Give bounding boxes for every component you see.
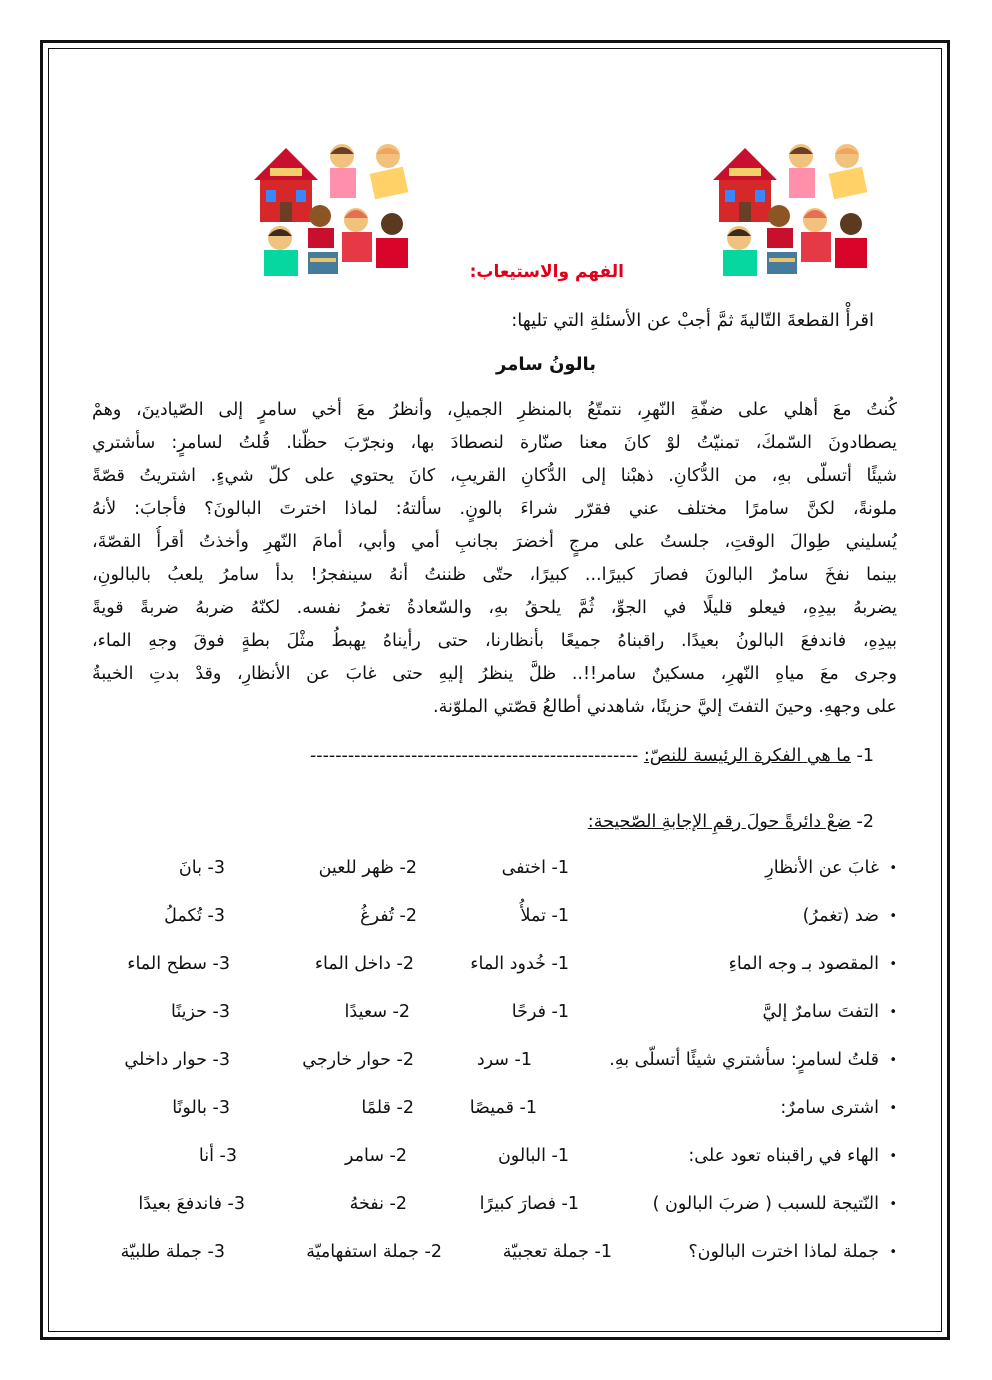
item-stem: التفتَ سامرٌ إليَّ [762,1002,879,1022]
instructions: اقرأْ القطعةَ التّاليةَ ثمَّ أجبْ عن الأسئلةِ التي تليها: [511,310,874,331]
story-line: شيئًا أتسلّى بهِ، من الدُّكانِ. ذهبْنا إلى الدُّكانِ القريبِ، كانَ يحتوي على كلّ شيءٍ. اشتريتُ قصّةً [92,466,897,486]
multiple-choice-list [92,850,897,1282]
option-2[interactable]: 2- قلمًا [361,1098,414,1118]
story-title: بالونُ سامر [496,354,596,375]
item-stem: النّتيجة للسبب ( ضربَ البالون ) [652,1194,879,1214]
section-title: الفهم والاستيعاب: [469,262,624,282]
question-1-answer-blank[interactable]: ---------------------------------------------------- [309,746,639,766]
question-1-label: ما هي الفكرة الرئيسة للنصّ: [643,746,851,766]
option-3[interactable]: 3- أنا [198,1146,237,1166]
option-2[interactable]: 2- داخل الماء [314,954,414,974]
bullet-icon: • [889,861,897,876]
option-3[interactable]: 3- حزينًا [171,1002,230,1022]
story-line: وجرى معَ مياهِ النّهرِ، مسكينٌ سامر!!.. ظلَّ ينظرُ إليهِ حتى غابَ عن الأنظارِ، وقدْ بدتِ الخيبةُ [92,664,897,684]
question-2-number: 2- [856,812,874,832]
bullet-icon: • [889,1245,897,1260]
item-stem: جملة لماذا اخترت البالون؟ [688,1242,879,1262]
list-item [92,898,897,946]
option-3[interactable]: 3- بانَ [178,858,225,878]
option-1[interactable]: 1- تملأُ [520,906,569,926]
bullet-icon: • [889,1197,897,1212]
library-kids-clipart-right [709,140,871,280]
list-item [92,1138,897,1186]
list-item [92,1234,897,1282]
option-3[interactable]: 3- بالونًا [172,1098,230,1118]
bullet-icon: • [889,1053,897,1068]
item-stem: ضد (تغمرُ) [802,906,879,926]
story-line: كُنتُ معَ أهلي على ضفّةِ النّهرِ، نتمتّعُ بالمنظرِ الجميلِ، وأنظرُ معَ أخي سامرٍ إلى الصّيادينَ، وهمْ [92,400,897,420]
list-item [92,1090,897,1138]
option-1[interactable]: 1- سرد [476,1050,532,1070]
list-item [92,1186,897,1234]
list-item [92,946,897,994]
item-stem: غابَ عن الأنظارِ [765,858,879,878]
question-2-label: ضعْ دائرةً حولَ رقمِ الإجابةِ الصّحيحة: [587,812,851,832]
bullet-icon: • [889,957,897,972]
question-1-number: 1- [856,746,874,766]
story-line: بيدِهِ، فاندفعَ البالونُ بعيدًا. راقبناهُ جميعًا بأنظارنا، حتى رأيناهُ يهبطُ مثْلَ بطةٍ فوقَ وجهِ الماء، [92,631,897,651]
option-2[interactable]: 2- سعيدًا [344,1002,410,1022]
library-kids-clipart-left [250,140,412,280]
option-2[interactable]: 2- جملة استفهاميّة [306,1242,442,1262]
bullet-icon: • [889,909,897,924]
list-item [92,994,897,1042]
bullet-icon: • [889,1101,897,1116]
option-3[interactable]: 3- فاندفعَ بعيدًا [138,1194,245,1214]
option-1[interactable]: 1- فصارَ كبيرًا [479,1194,579,1214]
story-line: على وجههِ. وحينَ التفتَ إليَّ حزينًا، شاهدني أطالعُ قصّتي الملوّنة. [433,697,897,717]
option-2[interactable]: 2- حوار خارجي [302,1050,414,1070]
option-2[interactable]: 2- ظهر للعين [318,858,417,878]
option-1[interactable]: 1- البالون [497,1146,569,1166]
bullet-icon: • [889,1149,897,1164]
option-1[interactable]: 1- فرحًا [511,1002,569,1022]
option-1[interactable]: 1- قميصًا [469,1098,537,1118]
story-passage [92,394,897,724]
option-3[interactable]: 3- حوار داخلي [124,1050,230,1070]
option-1[interactable]: 1- خُدود الماء [470,954,569,974]
option-1[interactable]: 1- جملة تعجبيّة [502,1242,612,1262]
option-3[interactable]: 3- سطح الماء [127,954,230,974]
item-stem: اشترى سامرٌ: [780,1098,879,1118]
bullet-icon: • [889,1005,897,1020]
item-stem: المقصود بـ وجه الماءِ [728,954,879,974]
list-item [92,850,897,898]
option-2[interactable]: 2- سامر [344,1146,407,1166]
story-line: يُسليني طِوالَ الوقتِ، جلستُ على مرجٍ أخضرَ بجانبِ أمي وأبي، أمامَ النّهرِ وأخذتُ أقرأُ القصّةَ، [92,532,897,552]
story-line: يضربهُ بيدِهِ، فيعلو قليلًا في الجوِّ، ثُمَّ يلحقُ بهِ، والسّعادةُ تغمرُ نفسه. لكنّهُ ضربهُ ضربةً قويةً [92,598,897,618]
item-stem: قلتُ لسامرٍ: سأشتري شيئًا أتسلّى بهِ. [609,1050,879,1070]
option-2[interactable]: 2- تُفرغُ [360,906,417,926]
option-3[interactable]: 3- تُكملُ [164,906,225,926]
item-stem: الهاء في راقبناه تعود على: [688,1146,879,1166]
list-item [92,1042,897,1090]
option-2[interactable]: 2- نفخهُ [349,1194,407,1214]
story-line: ملونةً، لكنَّ سامرًا مختلف عني فقرّر شراءَ بالونٍ. سألتهُ: لماذا اخترتَ البالونَ؟ فأجابَ: لأنهُ [92,499,897,519]
story-line: بينما نفخَ سامرٌ البالونَ فصارَ كبيرًا... كبيرًا، حتّى ظننتُ أنهُ سينفجرُ! بدأ سامرُ يلعبُ بالبالونِ، [92,565,897,585]
story-line: يصطادونَ السّمكَ، تمنيّتُ لوْ كانَ معنا صنّارة لنصطادَ بها، ونجرّبَ حظّنا. قُلتُ لسامرٍ: سأشتري [92,433,897,453]
option-3[interactable]: 3- جملة طلبيّة [120,1242,225,1262]
option-1[interactable]: 1- اختفى [501,858,569,878]
question-2 [588,812,874,832]
question-1 [310,746,874,766]
